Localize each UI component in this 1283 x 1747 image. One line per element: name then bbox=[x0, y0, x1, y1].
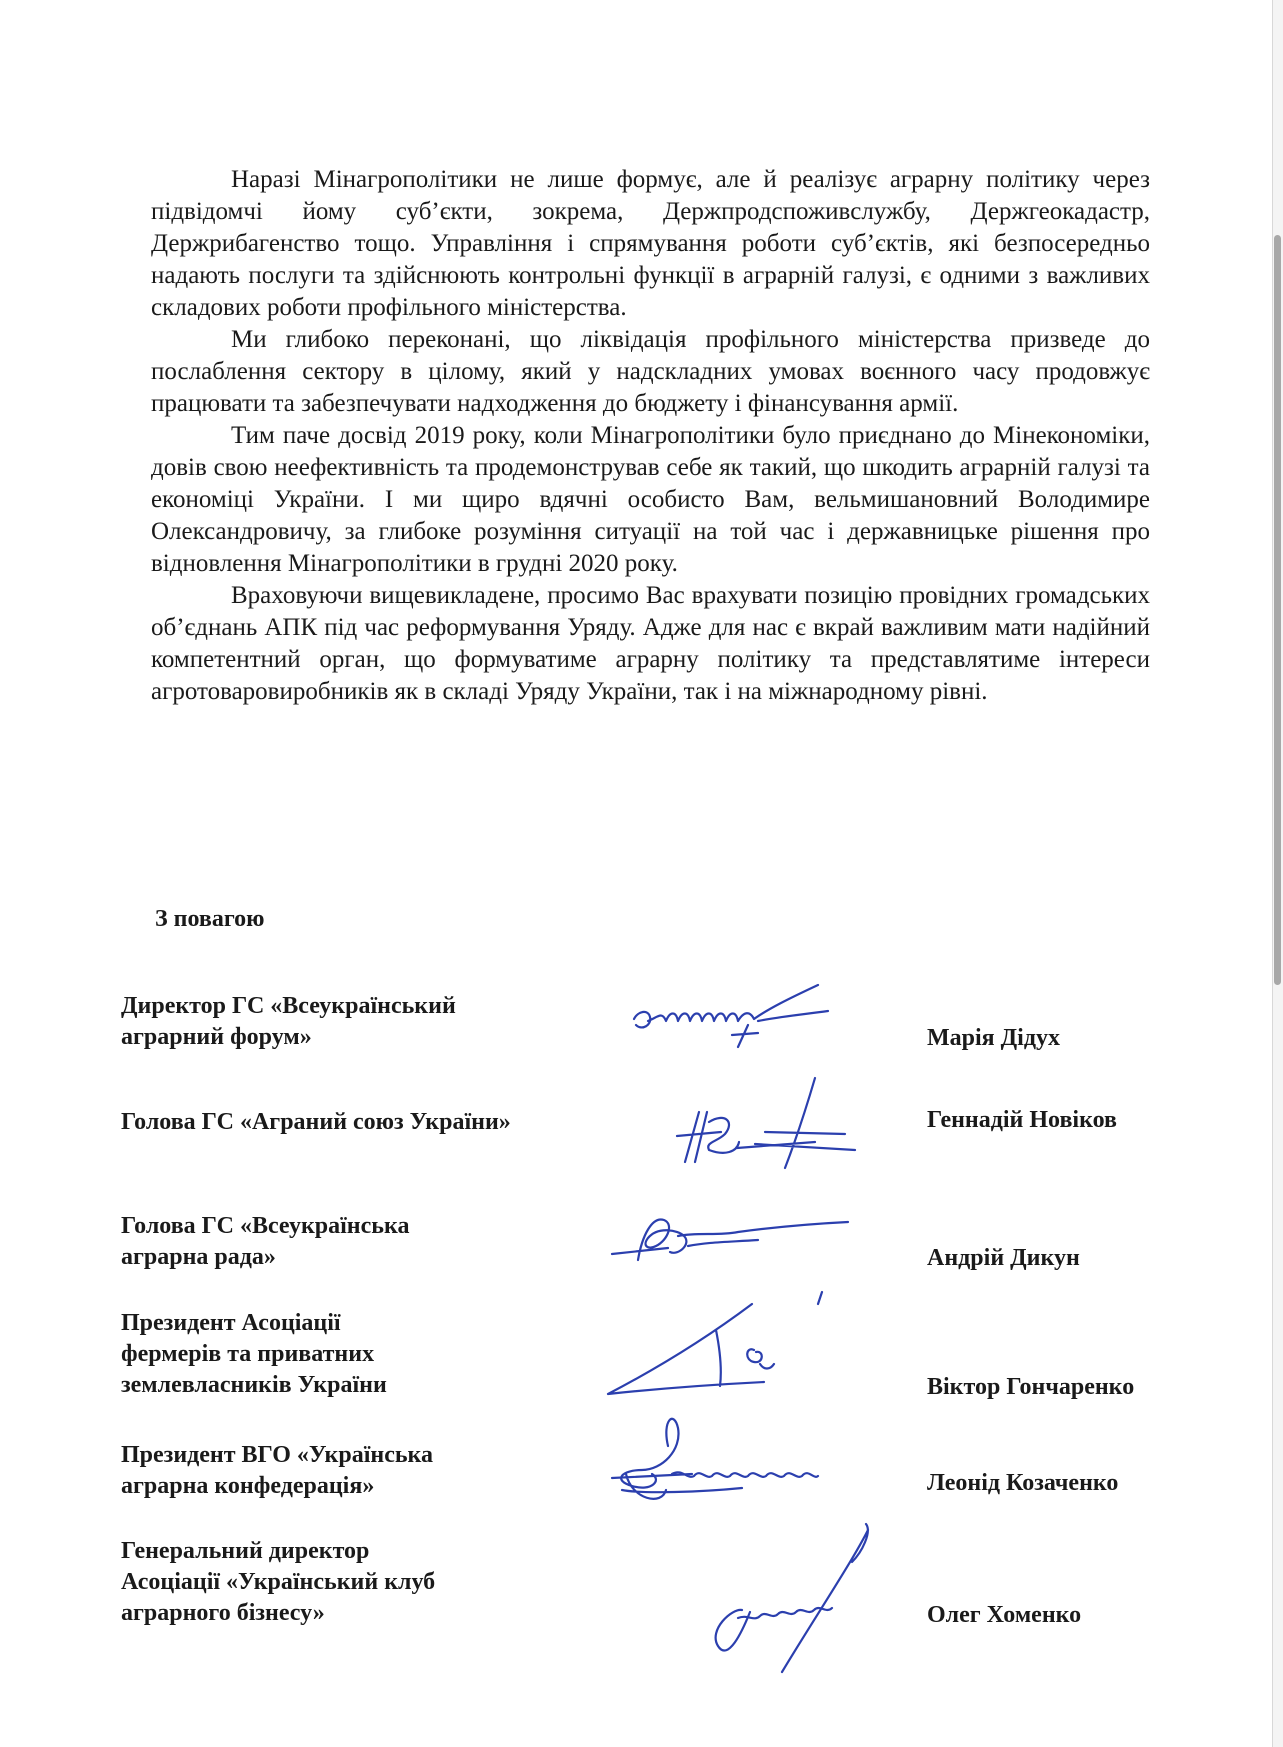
signatory-title: Голова ГС «Аграний союз України» bbox=[121, 1109, 511, 1135]
signatory-title: Голова ГС «Всеукраїнська аграрна рада» bbox=[121, 1213, 410, 1270]
handwritten-signature bbox=[602, 1410, 852, 1520]
signatory-title: Президент ВГО «Українська аграрна конфедерація» bbox=[121, 1442, 434, 1499]
paragraph: Ми глибоко переконані, що ліквідація профільного міністерства призведе до послаблення сектору в цілому, який у надскладних умовах воєнного часу продовжує працювати та забезпечувати надходження до бюджету і фінансування армії. bbox=[151, 326, 1150, 417]
signatory-name: Марія Дідух bbox=[927, 1025, 1060, 1051]
handwritten-signature bbox=[692, 1522, 882, 1682]
paragraph: Наразі Мінагрополітики не лише формує, але й реалізує аграрну політику через підвідомчі йому суб’єкти, зокрема, Держпродспоживслужбу, Держгеокадастр, Держрибагенство тощо. Управління і спрямування роботи суб’єктів, які безпосередньо надають послуги та здійснюють контрольні функції в аграрній галузі, є одними з важливих складових роботи профільного міністерства. bbox=[151, 166, 1150, 321]
handwritten-signature bbox=[608, 1206, 858, 1266]
handwritten-signature bbox=[665, 1072, 875, 1172]
signatory-title: Директор ГС «Всеукраїнський аграрний форум» bbox=[121, 993, 456, 1050]
paragraph: Враховуючи вищевикладене, просимо Вас врахувати позицію провідних громадських об’єднань АПК під час реформування Уряду. Адже для нас є вкрай важливим мати надійний компетентний орган, що формуватиме аграрну політику та представлятиме інтереси агротоваровиробників як в складі Уряду України, так і на міжнародному рівні. bbox=[151, 582, 1150, 705]
handwritten-signature bbox=[628, 981, 848, 1061]
closing-greeting: З повагою bbox=[155, 906, 265, 932]
signatory-name: Геннадій Новіков bbox=[927, 1107, 1117, 1133]
signatory-title: Президент Асоціації фермерів та приватних землевласників України bbox=[121, 1310, 387, 1398]
signatory-name: Олег Хоменко bbox=[927, 1602, 1082, 1628]
signatory-name: Андрій Дикун bbox=[927, 1245, 1080, 1271]
handwritten-signature bbox=[604, 1290, 834, 1400]
letter-body bbox=[151, 164, 1150, 708]
signatory-title: Генеральний директор Асоціації «Український клуб аграрного бізнесу» bbox=[121, 1538, 436, 1626]
signatory-name: Леонід Козаченко bbox=[927, 1470, 1119, 1496]
signatory-name: Віктор Гончаренко bbox=[927, 1374, 1135, 1400]
paragraph: Тим паче досвід 2019 року, коли Мінагрополітики було приєднано до Мінекономіки, довів свою неефективність та продемонстрував себе як такий, що шкодить аграрній галузі та економіці України. І ми щиро вдячні особисто Вам, вельмишановний Володимире Олександровичу, за глибоке розуміння ситуації на той час і державницьке рішення про відновлення Мінагрополітики в грудні 2020 року. bbox=[151, 422, 1150, 577]
vertical-scrollbar[interactable] bbox=[1273, 0, 1283, 1747]
scrollbar-thumb[interactable] bbox=[1274, 235, 1281, 985]
